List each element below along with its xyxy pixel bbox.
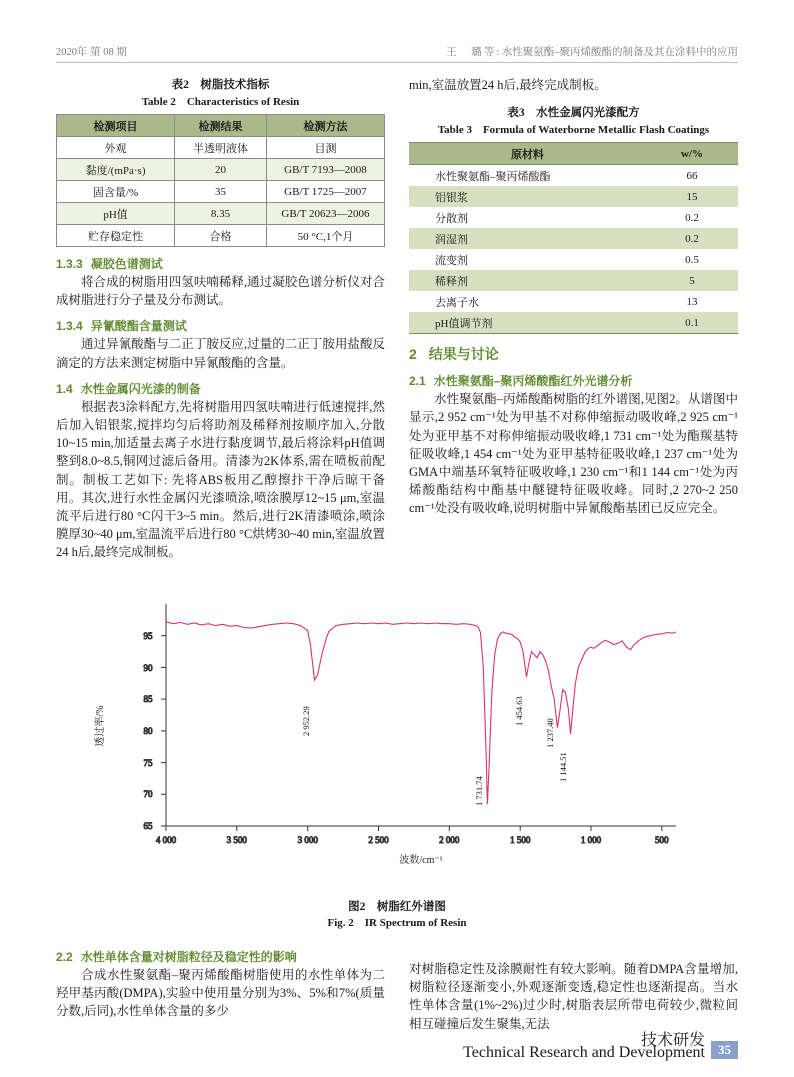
svg-text:3 500: 3 500	[226, 835, 247, 845]
section-heading-1-3-3	[56, 255, 385, 272]
table3-cell: 润湿剂	[409, 228, 646, 249]
svg-text:90: 90	[143, 663, 153, 673]
table-row	[409, 312, 738, 334]
header-divider	[56, 62, 738, 63]
table3-cell: 0.2	[646, 228, 738, 249]
table3-cell: 稀释剂	[409, 270, 646, 291]
table-row	[409, 186, 738, 207]
table2-cell: GB/T 20623—2006	[266, 203, 384, 225]
table2-cell: 35	[175, 181, 267, 203]
table2-title-cn: 表2 树脂技术指标	[171, 79, 270, 91]
left-column	[56, 76, 385, 562]
footer-section-en: Technical Research and Development	[463, 1044, 705, 1061]
x-axis-label: 波数/cm⁻¹	[399, 855, 443, 866]
svg-text:4 000: 4 000	[155, 835, 177, 845]
page-header	[56, 44, 738, 59]
table3-col-1: w/%	[646, 143, 738, 165]
footer-text	[463, 1032, 705, 1061]
table-row	[409, 270, 738, 291]
table3-cell: 流变剂	[409, 249, 646, 270]
table3-cell: 水性聚氨酯–聚丙烯酸酯	[409, 165, 646, 187]
table-row	[409, 228, 738, 249]
table2-cell: pH值	[57, 203, 175, 225]
table3-title-cn: 表3 水性金属闪光漆配方	[507, 107, 640, 120]
spectrum-trace	[166, 622, 676, 804]
table-row	[57, 225, 385, 247]
table-row	[57, 203, 385, 225]
section-heading-2-1	[409, 372, 738, 389]
table2-cell: GB/T 1725—2007	[266, 181, 384, 203]
table3-cell: 分散剂	[409, 207, 646, 228]
ir-spectrum-svg	[56, 586, 738, 896]
table3-cell: 15	[646, 186, 738, 207]
table3-cell: 0.2	[646, 207, 738, 228]
table-row	[409, 249, 738, 270]
table3-cell: 0.1	[646, 312, 738, 334]
table2-col-0: 检测项目	[57, 115, 175, 137]
section-heading-2-2	[56, 948, 385, 965]
footer-section-cn: 技术研发	[640, 1032, 705, 1049]
paragraph-1-3-3: 将合成的树脂用四氢呋喃稀释,通过凝胶色谱分析仪对合成树脂进行分子量及分布测试。	[56, 275, 385, 308]
section-title: 异氰酸酯含量测试	[90, 319, 187, 334]
paragraph-2-2-left: 合成水性聚氨酯–聚丙烯酸酯树脂使用的水性单体为二羟甲基丙酸(DMPA),实验中使用量分别为3%、5%和7%(质量分数,后同),水性单体含量的多少	[56, 968, 385, 1019]
figure-caption-cn: 图2 树脂红外谱图	[348, 901, 446, 913]
paragraph-1-4: 根据表3涂料配方,先将树脂用四氢呋喃进行低速搅拌,然后加入铝银浆,搅拌均匀后将助剂及稀释剂按顺序加入,分散10~15 min,加适量去离子水进行黏度调节,最后将涂料pH值调整到8.0~8.5,铜网过滤后备用。清漆为2K体系,需在喷板前配制。制板工艺如下: 先将ABS板用乙醇擦抃干净后晾干备用。其次,进行水性金属闪光漆喷涂,喷涂膜厚12~15 μm,室温流平后进行80 °C闪干3~5 min。然后,进行2K清漆喷涂,喷涂膜厚30~40 μm,室温流平后进行80 °C烘烤30~40 min,室温放置24 h后,最终完成制板。	[56, 399, 385, 560]
figure-ir-spectrum	[56, 586, 738, 896]
table3-cell: 5	[646, 270, 738, 291]
table2-cell: GB/T 7193—2008	[266, 159, 384, 181]
table3-cell: 66	[646, 165, 738, 187]
table2	[56, 114, 385, 247]
header-author: 王 璐等	[446, 47, 497, 58]
section-heading-1-3-4	[56, 317, 385, 334]
table3	[409, 142, 738, 334]
section-title: 水性聚氨酯–聚丙烯酸酯红外光谱分析	[433, 374, 633, 389]
section-number: 1.3.3	[56, 257, 83, 271]
bottom-left-column	[56, 940, 385, 1021]
table-row	[57, 159, 385, 181]
svg-text:85: 85	[143, 694, 153, 704]
header-issue: 2020年 第 08 期	[56, 47, 127, 58]
svg-text:80: 80	[143, 726, 153, 736]
table2-cell: 20	[175, 159, 267, 181]
table3-col-0: 原材料	[409, 143, 646, 165]
peak-label-1237: 1 237.40	[545, 718, 555, 748]
svg-text:3 000: 3 000	[297, 835, 318, 845]
table2-cell: 8.35	[175, 203, 267, 225]
svg-text:95: 95	[143, 631, 153, 641]
section-number: 1.4	[56, 381, 73, 396]
table2-cell: 固含量/%	[57, 181, 175, 203]
peak-label-2952: 2 952.29	[301, 706, 311, 736]
section-title: 凝胶色谱测试	[90, 257, 163, 271]
table2-cell: 合格	[175, 225, 267, 247]
page-footer	[463, 1032, 738, 1061]
table2-col-2: 检测方法	[266, 115, 384, 137]
paragraph-1-3-4: 通过异氰酸酯与二正丁胺反应,过量的二正丁胺用盐酸反滴定的方法来测定树脂中异氰酸酯的含量。	[56, 337, 385, 370]
table-row	[409, 291, 738, 312]
peak-label-1455: 1 454.63	[514, 696, 524, 726]
bottom-right-column	[409, 940, 738, 1033]
table2-cell: 黏度/(mPa·s)	[57, 159, 175, 181]
svg-text:65: 65	[143, 821, 153, 831]
section-heading-2	[409, 344, 738, 364]
section-number: 2.2	[56, 950, 73, 964]
table2-cell: 目测	[266, 137, 384, 159]
figure-caption	[56, 898, 738, 930]
table2-cell: 半透明液体	[175, 137, 267, 159]
table-row	[57, 181, 385, 203]
table-row	[409, 165, 738, 187]
svg-text:1 500: 1 500	[510, 835, 531, 845]
table3-title-en: Table 3 Formula of Waterborne Metallic Flash Coatings	[437, 124, 710, 137]
svg-text:70: 70	[143, 789, 153, 799]
table3-cell: 铝银浆	[409, 186, 646, 207]
table2-cell: 外观	[57, 137, 175, 159]
svg-text:75: 75	[143, 758, 153, 768]
peak-label-1731: 1 731.74	[474, 776, 484, 806]
table3-cell: 去离子水	[409, 291, 646, 312]
svg-text:2 500: 2 500	[368, 835, 389, 845]
table3-cell: 0.5	[646, 249, 738, 270]
table2-cell: 50 °C,1个月	[266, 225, 384, 247]
table-row	[409, 207, 738, 228]
section-title: 结果与讨论	[428, 346, 499, 363]
table3-cell: 13	[646, 291, 738, 312]
paragraph-1-4-continued: min,室温放置24 h后,最终完成制板。	[409, 78, 607, 92]
section-title: 水性金属闪光漆的制备	[80, 381, 201, 396]
paragraph-2-2-right: 对树脂稳定性及涂膜耐性有较大影响。随着DMPA含量增加,树脂粒径逐渐变小,外观逐渐变透,稳定性也逐渐提高。当水性单体含量(1%~2%)过少时,树脂表层所带电荷较少,微粒间相互碰撞后发生聚集,无法	[409, 962, 738, 1031]
table2-title-en: Table 2 Characteristics of Resin	[141, 96, 300, 108]
table-row	[57, 137, 385, 159]
right-column	[409, 76, 738, 518]
svg-text:2 000: 2 000	[439, 835, 460, 845]
table3-cell: pH值调节剂	[409, 312, 646, 334]
table2-cell: 贮存稳定性	[57, 225, 175, 247]
table2-header-row	[57, 115, 385, 137]
figure-caption-en: Fig. 2 IR Spectrum of Resin	[327, 917, 467, 929]
section-number: 2.1	[409, 374, 426, 389]
section-title: 水性单体含量对树脂粒径及稳定性的影响	[80, 950, 297, 964]
section-number: 1.3.4	[56, 319, 83, 334]
peak-label-1144: 1 144.51	[558, 752, 568, 782]
table3-header-row	[409, 143, 738, 165]
y-axis-label: 透过率/%	[95, 705, 106, 747]
section-heading-1-4	[56, 380, 385, 397]
section-number: 2	[409, 346, 417, 363]
svg-text:1 000: 1 000	[580, 835, 602, 845]
svg-text:500: 500	[655, 835, 669, 845]
table2-col-1: 检测结果	[175, 115, 267, 137]
header-title-text: : 水性聚氨酯–聚丙烯酸酯的制备及其在涂料中的应用	[496, 47, 738, 58]
page-number: 35	[711, 1041, 738, 1059]
header-article-title	[446, 44, 738, 59]
paragraph-2-1: 水性聚氨酯–丙烯酸酯树脂的红外谱图,见图2。从谱图中显示,2 952 cm⁻¹处为甲基不对称伸缩振动吸收峰,2 925 cm⁻¹处为亚甲基不对称伸缩振动吸收峰,1 731 cm⁻¹处为酯羰基特征吸收峰,1 454 cm⁻¹处为亚甲基特征吸收峰,1 237 cm⁻¹处为GMA中端基环氧特征吸收峰,1 230 cm⁻¹和1 144 cm⁻¹处为丙烯酸酯结构中酯基中醚键特征吸收峰。同时,2 270~2 250 cm⁻¹处没有吸收峰,说明树脂中异氰酸酯基团已反应完全。	[409, 392, 738, 516]
